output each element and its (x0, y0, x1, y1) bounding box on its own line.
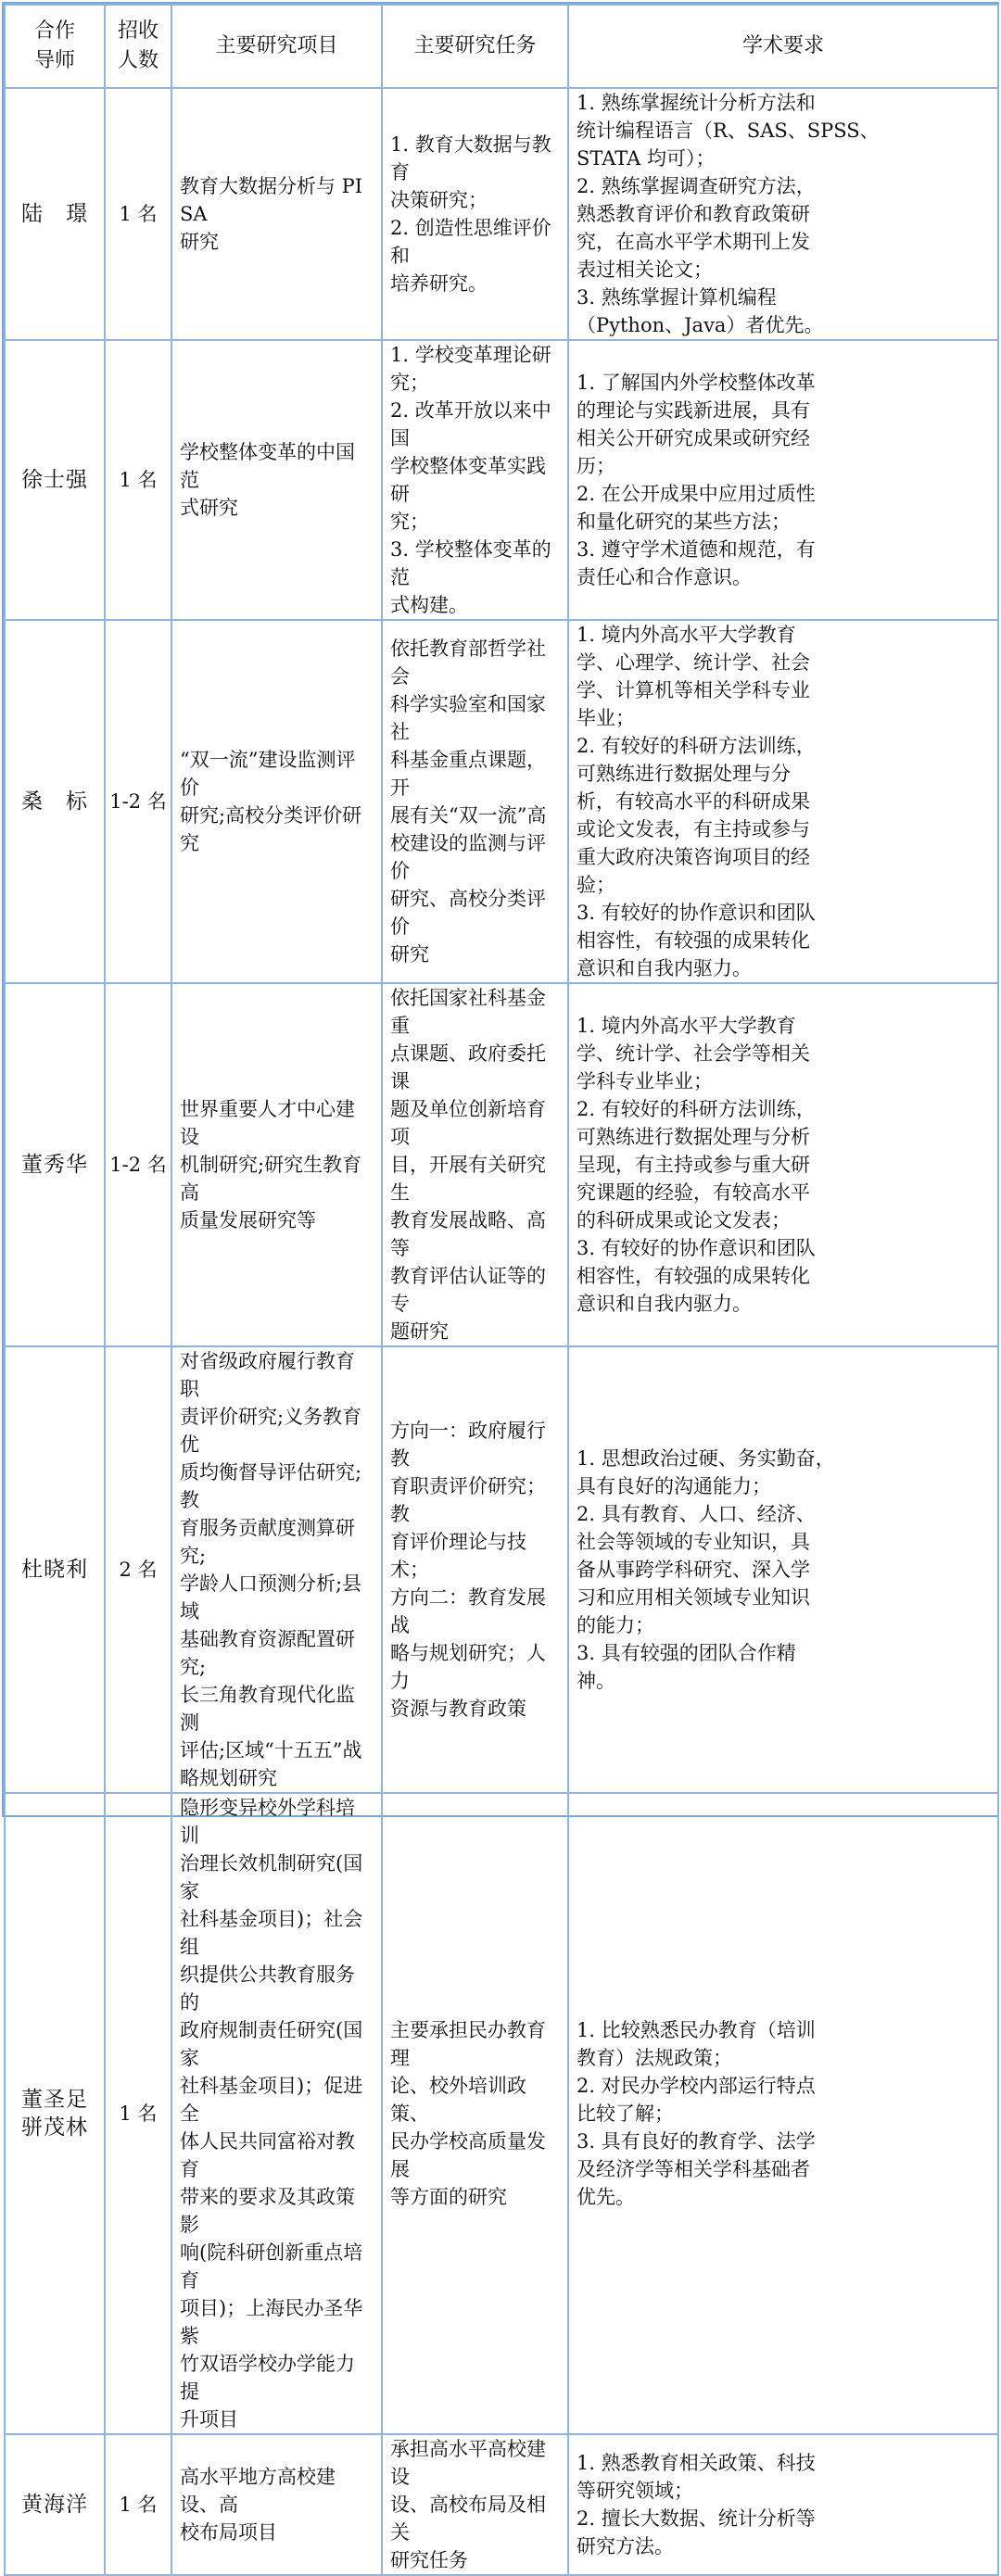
cell-text-line: 学、统计学、社会学等相关 (577, 1042, 810, 1065)
cell-text-line: 学校整体变革实践研 (390, 455, 546, 505)
header-text-line: 合作 (33, 19, 75, 43)
header-supervisor (5, 5, 105, 88)
cell-text-line: 1. 境内外高水平大学教育 (577, 1015, 796, 1037)
cell-text-line: 科学实验室和国家社 (390, 693, 546, 743)
cell-text-line: 略与规划研究；人力 (390, 1642, 546, 1692)
cell-text-line: 学、心理学、统计学、社会 (577, 651, 810, 674)
cell-text-line: 研究任务 (390, 2549, 468, 2571)
cell-text-line: 呈现，有主持或参与重大研 (577, 1154, 810, 1176)
cell-text-line: 高水平地方高校建设、高 (180, 2466, 336, 2516)
task-cell (382, 340, 568, 620)
requirements-cell (568, 2434, 998, 2575)
cell-text-line: 科基金重点课题，开 (390, 749, 546, 799)
cell-text-line: 黄海洋 (21, 2493, 88, 2517)
table-row (5, 620, 998, 983)
cell-text-line: 统计编程语言（R、SAS、SPSS、 (577, 120, 880, 142)
project-cell (171, 620, 382, 983)
count-cell: 1 名 (105, 2434, 171, 2575)
cell-text-line: 社科基金项目)；促进全 (180, 2075, 363, 2125)
cell-text-line: 董秀华 (21, 1153, 88, 1177)
cell-text-line: 教育发展战略、高等 (390, 1209, 546, 1259)
table-row (5, 983, 998, 1346)
cell-text-line: 校建设的监测与评价 (390, 832, 546, 882)
requirements-cell (568, 1346, 998, 1793)
cell-text-line: 1. 教育大数据与教育 (390, 133, 551, 183)
cell-text-line: 教育评估认证等的专 (390, 1265, 546, 1315)
cell-text-line: 析，有较高水平的科研成果 (577, 790, 810, 813)
cell-text-line: 式研究 (180, 497, 238, 519)
cell-text-line: 研究、高校分类评价 (390, 888, 546, 938)
cell-text-line: 教育大数据分析与 PISA (180, 175, 363, 225)
cell-text-line: 3. 有较好的协作意识和团队 (577, 902, 816, 924)
cell-text-line: 世界重要人才中心建设 (180, 1098, 355, 1148)
task-cell (382, 88, 568, 340)
cell-text-line: 历； (577, 455, 615, 477)
supervisor-cell (5, 2434, 105, 2575)
header-text-line: 主要研究项目 (215, 34, 338, 57)
cell-text-line: 的科研成果或论文发表； (577, 1209, 791, 1231)
cell-text-line: 可熟练进行数据处理与分 (577, 763, 791, 785)
cell-text-line: 究； (390, 372, 429, 394)
cell-text-line: 织提供公共教育服务的 (180, 1964, 355, 2014)
cell-text-line: 重大政府决策咨询项目的经 (577, 846, 810, 868)
table-row (5, 1346, 998, 1793)
cell-text-line: 题及单位创新培育项 (390, 1098, 546, 1148)
cell-text-line: 带来的要求及其政策影 (180, 2186, 355, 2236)
cell-text-line: 陆 璟 (21, 202, 88, 226)
cell-text-line: 2. 在公开成果中应用过质性 (577, 483, 816, 505)
cell-text-line: 的理论与实践新进展，具有 (577, 399, 810, 422)
cell-text-line: 民办学校高质量发展 (390, 2130, 546, 2180)
cell-text-line: 2. 创造性思维评价和 (390, 217, 551, 267)
cell-text-line: 1. 熟悉教育相关政策、科技 (577, 2452, 816, 2474)
count-cell: 1 名 (105, 1793, 171, 2434)
supervisor-cell (5, 983, 105, 1346)
project-cell (171, 983, 382, 1346)
header-project (171, 5, 382, 88)
cell-text-line: 依托教育部哲学社会 (390, 638, 546, 688)
cell-text-line: 机制研究;研究生教育高 (180, 1154, 362, 1204)
requirements-cell (568, 620, 998, 983)
cell-text-line: 相容性，有较强的成果转化 (577, 1265, 810, 1287)
cell-text-line: 升项目 (180, 2408, 238, 2431)
header-text-line: 学术要求 (741, 34, 824, 57)
cell-text-line: 治理长效机制研究(国家 (180, 1852, 363, 1902)
cell-text-line: 1. 思想政治过硬、务实勤奋， (577, 1447, 835, 1470)
cell-text-line: 教育）法规政策； (577, 2047, 732, 2069)
supervisor-cell (5, 1346, 105, 1793)
project-cell (171, 1346, 382, 1793)
cell-text-line: 2. 对民办学校内部运行特点 (577, 2075, 816, 2097)
cell-text-line: 相关公开研究成果或研究经 (577, 427, 810, 449)
project-cell (171, 340, 382, 620)
cell-text-line: 骈茂林 (21, 2115, 88, 2140)
cell-text-line: 优先。 (577, 2186, 635, 2208)
table-row (5, 2434, 998, 2575)
requirements-cell (568, 1793, 998, 2434)
cell-text-line: 的能力； (577, 1614, 654, 1636)
project-cell (171, 2434, 382, 2575)
cell-text-line: 等研究领域； (577, 2480, 693, 2502)
cell-text-line: 3. 学校整体变革的范 (390, 538, 551, 588)
cell-text-line: 竹双语学校办学能力提 (180, 2353, 355, 2403)
cell-text-line: 意识和自我内驱力。 (577, 957, 752, 979)
cell-text-line: 1. 境内外高水平大学教育 (577, 624, 796, 646)
table-row (5, 88, 998, 340)
cell-text-line: 论、校外培训政策、 (390, 2075, 526, 2125)
cell-text-line: 方向二：教育发展战 (390, 1586, 546, 1636)
cell-text-line: 2. 擅长大数据、统计分析等 (577, 2507, 816, 2530)
requirements-cell (568, 88, 998, 340)
header-text-line: 主要研究任务 (413, 34, 537, 57)
cell-text-line: 董圣足 (21, 2088, 88, 2112)
task-cell (382, 620, 568, 983)
cell-text-line: 培养研究。 (390, 272, 488, 295)
requirements-cell (568, 983, 998, 1346)
cell-text-line: 研究 (390, 943, 429, 966)
count-cell: 1-2 名 (105, 620, 171, 983)
cell-text-line: STATA 均可）； (577, 147, 716, 170)
cell-text-line: 研究;高校分类评价研究 (180, 804, 362, 854)
table-row (5, 340, 998, 620)
cell-text-line: 研究方法。 (577, 2535, 674, 2557)
cell-text-line: 2. 有较好的科研方法训练， (577, 1098, 816, 1120)
cell-text-line: 及经济学等相关学科基础者 (577, 2158, 810, 2180)
cell-text-line: 3. 熟练掌握计算机编程 (577, 286, 777, 309)
cell-text-line: 响(院科研创新重点培育 (180, 2241, 363, 2292)
cell-text-line: 桑 标 (21, 789, 88, 814)
cell-text-line: 比较了解； (577, 2102, 674, 2125)
cell-text-line: 主要承担民办教育理 (390, 2019, 546, 2069)
cell-text-line: 学龄人口预测分析;县域 (180, 1572, 362, 1623)
cell-text-line: 熟悉教育评价和教育政策研 (577, 203, 810, 225)
task-cell (382, 1793, 568, 2434)
cell-text-line: 设、高校布局及相关 (390, 2494, 546, 2544)
header-requirements (568, 5, 998, 88)
cell-text-line: 育职责评价研究；教 (390, 1475, 546, 1525)
cell-text-line: 验； (577, 874, 615, 896)
cell-text-line: 2. 熟练掌握调查研究方法， (577, 175, 816, 197)
supervisor-cell (5, 88, 105, 340)
project-cell (171, 1793, 382, 2434)
header-task (382, 5, 568, 88)
cell-text-line: 质量发展研究等 (180, 1209, 316, 1231)
header-count (105, 5, 171, 88)
cell-text-line: 1. 了解国内外学校整体改革 (577, 372, 816, 394)
supervisor-cell (5, 340, 105, 620)
count-cell: 1 名 (105, 340, 171, 620)
cell-text-line: 题研究 (390, 1320, 449, 1343)
supervisor-cell (5, 620, 105, 983)
cell-text-line: 习和应用相关领域专业知识 (577, 1586, 810, 1609)
cell-text-line: 具有良好的沟通能力； (577, 1475, 771, 1497)
cell-text-line: 决策研究； (390, 189, 488, 211)
cell-text-line: 2. 改革开放以来中国 (390, 399, 551, 449)
cell-text-line: 毕业； (577, 707, 635, 729)
supervisor-table (4, 4, 999, 2576)
cell-text-line: 2. 有较好的科研方法训练， (577, 735, 816, 757)
cell-text-line: 1. 学校变革理论研 (390, 344, 551, 366)
cell-text-line: 社会等领域的专业知识，具 (577, 1531, 810, 1553)
cell-text-line: 1. 熟练掌握统计分析方法和 (577, 92, 816, 114)
cell-text-line: 目，开展有关研究生 (390, 1154, 546, 1204)
cell-text-line: 意识和自我内驱力。 (577, 1293, 752, 1315)
cell-text-line: 育服务贡献度测算研究; (180, 1517, 355, 1567)
cell-text-line: （Python、Java）者优先。 (577, 314, 824, 336)
cell-text-line: 责任心和合作意识。 (577, 566, 752, 588)
cell-text-line: 展有关“双一流”高 (390, 804, 547, 827)
count-cell: 1-2 名 (105, 983, 171, 1346)
project-cell (171, 88, 382, 340)
requirements-cell (568, 340, 998, 620)
cell-text-line: 隐形变异校外学科培训 (180, 1797, 355, 1847)
table-frame (2, 2, 999, 2571)
cell-text-line: 方向一：政府履行教 (390, 1420, 546, 1470)
cell-text-line: 3. 有较好的协作意识和团队 (577, 1237, 816, 1259)
task-cell (382, 2434, 568, 2575)
cell-text-line: 基础教育资源配置研究; (180, 1628, 355, 1678)
cell-text-line: 依托国家社科基金重 (390, 987, 546, 1037)
cell-text-line: 1. 比较熟悉民办教育（培训 (577, 2019, 816, 2041)
cell-text-line: 可熟练进行数据处理与分析 (577, 1126, 810, 1148)
cell-text-line: 3. 遵守学术道德和规范，有 (577, 538, 816, 561)
cell-text-line: 学校整体变革的中国范 (180, 441, 355, 491)
header-text-line: 导师 (33, 49, 75, 72)
cell-text-line: “双一流”建设监测评价 (180, 749, 356, 799)
cell-text-line: 育评价理论与技术； (390, 1531, 526, 1581)
header-text-line: 招收 (117, 19, 158, 43)
cell-text-line: 究，在高水平学术期刊上发 (577, 231, 810, 253)
cell-text-line: 学科专业毕业； (577, 1070, 713, 1092)
cell-text-line: 长三角教育现代化监测 (180, 1684, 355, 1734)
count-cell: 2 名 (105, 1346, 171, 1793)
count-cell: 1 名 (105, 88, 171, 340)
cell-text-line: 2. 具有教育、人口、经济、 (577, 1503, 816, 1525)
cell-text-line: 式构建。 (390, 594, 468, 616)
cell-text-line: 究课题的经验，有较高水平 (577, 1181, 810, 1204)
cell-text-line: 徐士强 (21, 468, 88, 492)
cell-text-line: 资源与教育政策 (390, 1698, 526, 1720)
table-row (5, 1793, 998, 2434)
cell-text-line: 学、计算机等相关学科专业 (577, 679, 810, 701)
cell-text-line: 或论文发表，有主持或参与 (577, 818, 810, 840)
cell-text-line: 对省级政府履行教育职 (180, 1350, 355, 1400)
cell-text-line: 相容性，有较强的成果转化 (577, 929, 810, 952)
header-text-line: 人数 (117, 49, 158, 72)
table-body (5, 88, 998, 2575)
supervisor-cell (5, 1793, 105, 2434)
task-cell (382, 1346, 568, 1793)
cell-text-line: 政府规制责任研究(国家 (180, 2019, 363, 2069)
task-cell (382, 983, 568, 1346)
cell-text-line: 神。 (577, 1670, 615, 1692)
cell-text-line: 校布局项目 (180, 2521, 277, 2544)
cell-text-line: 究； (390, 511, 429, 533)
cell-text-line: 3. 具有良好的教育学、法学 (577, 2130, 816, 2153)
cell-text-line: 略规划研究 (180, 1767, 277, 1789)
cell-text-line: 和量化研究的某些方法； (577, 511, 791, 533)
cell-text-line: 表过相关论文； (577, 259, 713, 281)
header-row (5, 5, 998, 88)
cell-text-line: 质均衡督导评估研究;教 (180, 1461, 362, 1511)
cell-text-line: 杜晓利 (21, 1558, 88, 1582)
cell-text-line: 点课题、政府委托课 (390, 1042, 546, 1092)
cell-text-line: 研究 (180, 231, 219, 253)
cell-text-line: 3. 具有较强的团队合作精 (577, 1642, 796, 1664)
cell-text-line: 评估;区域“十五五”战 (180, 1739, 362, 1762)
cell-text-line: 体人民共同富裕对教育 (180, 2130, 355, 2180)
cell-text-line: 备从事跨学科研究、深入学 (577, 1559, 810, 1581)
cell-text-line: 承担高水平高校建设 (390, 2438, 546, 2488)
cell-text-line: 社科基金项目)；社会组 (180, 1908, 363, 1958)
cell-text-line: 责评价研究;义务教育优 (180, 1406, 362, 1456)
cell-text-line: 等方面的研究 (390, 2186, 507, 2208)
cell-text-line: 项目)；上海民办圣华紫 (180, 2297, 363, 2347)
